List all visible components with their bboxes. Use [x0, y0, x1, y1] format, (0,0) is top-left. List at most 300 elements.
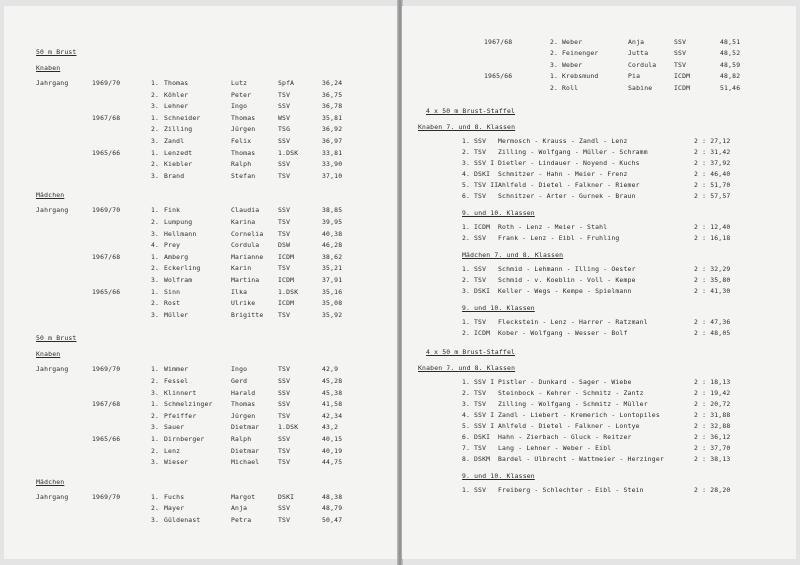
result-rank: 3. — [151, 229, 160, 238]
result-firstname: Dietmar — [231, 423, 260, 432]
result-firstname: Anja — [628, 38, 645, 46]
relay-team: TSV II — [474, 181, 499, 189]
relay-time: 2 : 36,12 — [694, 433, 731, 441]
result-name: Güldenast — [164, 516, 201, 524]
result-firstname: Jürgen — [231, 125, 256, 134]
result-name: Schneider — [164, 113, 201, 122]
result-name: Kiebler — [164, 160, 193, 169]
result-firstname: Jürgen — [231, 411, 256, 420]
relay-rank: 1. — [462, 378, 471, 386]
result-year: 1967/68 — [484, 38, 513, 46]
result-firstname: Martina — [231, 276, 260, 284]
result-club: SSV — [278, 102, 291, 111]
relay-members: Bardel - Ulbrecht - Wattmeier - Herzinger — [498, 455, 664, 463]
result-name: Brand — [164, 171, 185, 180]
result-firstname: Gerd — [231, 377, 248, 385]
relay-team: ICDM — [474, 223, 491, 231]
result-rank: 2. — [151, 90, 160, 99]
relay-members: Pistler - Dunkard - Sager - Wiebe — [498, 378, 632, 386]
result-rank: 3. — [151, 423, 160, 432]
relay-team: DSKI — [474, 433, 491, 441]
relay-team: DSKI — [474, 170, 491, 178]
result-rank: 1. — [151, 113, 160, 122]
result-rank: 2. — [151, 504, 160, 513]
result-time: 36,78 — [322, 102, 343, 111]
relay-rank: 2. — [462, 234, 471, 242]
result-club: ICDM — [674, 83, 691, 92]
result-time: 35,92 — [322, 310, 343, 319]
result-rank: 2. — [151, 218, 160, 226]
relay-team: SSV — [474, 234, 487, 242]
result-time: 33,90 — [322, 160, 343, 169]
result-name: Krebsmund — [562, 72, 599, 81]
result-firstname: Cornelia — [231, 229, 264, 238]
result-club: 1.DSK — [278, 423, 299, 432]
result-time: 45,28 — [322, 377, 343, 385]
result-time: 36,24 — [322, 79, 343, 87]
result-firstname: Cordula — [231, 241, 260, 250]
result-club: TSV — [278, 446, 291, 455]
result-year: 1969/70 — [92, 492, 121, 501]
result-name: Amberg — [164, 252, 189, 261]
relay-team: DSKI — [474, 287, 491, 295]
relay-time: 2 : 31,88 — [694, 411, 731, 419]
result-club: WSV — [278, 113, 291, 122]
result-club: DSKI — [278, 492, 295, 501]
result-firstname: Ingo — [231, 102, 248, 111]
result-rank: 3. — [151, 458, 160, 467]
result-name: Lenz — [164, 446, 181, 455]
result-club: TSV — [278, 171, 291, 180]
result-rank: 2. — [151, 125, 160, 134]
result-year: 1967/68 — [92, 252, 121, 261]
result-time: 40,19 — [322, 446, 343, 455]
result-firstname: Peter — [231, 90, 252, 99]
relay-rank: 6. — [462, 433, 471, 441]
relay-group-label: Knaben 7. und 8. Klassen — [418, 123, 516, 131]
relay-title: 4 x 50 m Brust-Staffel — [426, 107, 516, 115]
result-year: 1965/66 — [92, 435, 121, 443]
relay-members: Schmid - Lehmann - Illing - Oester — [498, 265, 636, 273]
result-firstname: Karin — [231, 264, 252, 273]
result-firstname: Ilka — [231, 287, 248, 296]
result-time: 38,85 — [322, 206, 343, 215]
result-firstname: Michael — [231, 458, 260, 467]
result-time: 43,2 — [322, 423, 339, 432]
relay-time: 2 : 12,40 — [694, 223, 731, 231]
relay-rank: 4. — [462, 170, 471, 178]
relay-rank: 5. — [462, 181, 471, 189]
result-time: 45,38 — [322, 388, 343, 397]
result-name: Lehner — [164, 102, 189, 111]
left-page — [4, 6, 399, 559]
result-name: Pfeiffer — [164, 411, 197, 420]
result-name: Weber — [562, 38, 583, 46]
result-rank: 1. — [151, 400, 160, 409]
result-name: Wimmer — [164, 365, 189, 374]
relay-time: 2 : 37,92 — [694, 159, 731, 167]
result-club: TSV — [278, 310, 291, 319]
result-rank: 2. — [151, 160, 160, 169]
result-time: 50,47 — [322, 516, 343, 524]
relay-team: TSV — [474, 192, 487, 200]
section-title: 50 m Brust — [36, 48, 77, 56]
result-club: TSV — [278, 90, 291, 99]
group-label: Mädchen — [36, 477, 65, 486]
relay-members: Keller - Wegs - Kempe - Spielmann — [498, 287, 632, 295]
result-year: 1965/66 — [92, 148, 121, 157]
relay-rank: 5. — [462, 422, 471, 430]
relay-rank: 2. — [462, 389, 471, 397]
relay-time: 2 : 32,29 — [694, 265, 731, 273]
result-rank: 3. — [151, 516, 160, 524]
result-name: Schmelzinger — [164, 400, 213, 409]
relay-members: Freiberg - Schlechter - Eibl - Stein — [498, 486, 644, 494]
result-rank: 1. — [151, 148, 160, 157]
relay-members: Ahlfeld - Dietel - Falkner - Lontye — [498, 422, 640, 430]
result-rank: 2. — [151, 411, 160, 420]
relay-time: 2 : 47,36 — [694, 318, 731, 326]
result-name: Fink — [164, 206, 181, 215]
result-time: 51,46 — [720, 83, 741, 92]
relay-rank: 4. — [462, 411, 471, 419]
result-club: TSV — [278, 365, 291, 374]
relay-members: Schmid - v. Koeblin - Voll - Kempe — [498, 276, 636, 284]
relay-members: Lang - Lehner - Weber - Eibl — [498, 444, 612, 452]
result-rank: 3. — [151, 171, 160, 180]
result-time: 46,28 — [322, 241, 343, 250]
result-rank: 1. — [151, 435, 160, 443]
result-firstname: Lutz — [231, 79, 248, 87]
result-club: SSV — [278, 388, 291, 397]
result-rank: 3. — [151, 137, 160, 145]
result-time: 41,58 — [322, 400, 343, 409]
result-time: 48,79 — [322, 504, 343, 513]
group-label: Mädchen — [36, 191, 65, 200]
relay-team: SSV — [474, 265, 487, 273]
result-club: ICDM — [674, 72, 691, 81]
relay-members: Mermosch - Krauss - Zandl - Lenz — [498, 137, 628, 145]
result-time: 35,16 — [322, 287, 343, 296]
result-firstname: Stefan — [231, 171, 256, 180]
result-rank: 1. — [151, 365, 160, 374]
result-time: 35,81 — [322, 113, 343, 122]
relay-team: SSV I — [474, 422, 495, 430]
relay-rank: 1. — [462, 137, 471, 145]
result-firstname: Pia — [628, 72, 641, 81]
result-rank: 2. — [151, 377, 160, 385]
relay-group-label: Knaben 7. und 8. Klassen — [418, 364, 516, 372]
result-club: SSV — [278, 137, 291, 145]
result-rank: 2. — [550, 83, 559, 92]
relay-team: TSV — [474, 318, 487, 326]
result-firstname: Brigitte — [231, 310, 264, 319]
result-club: ICDM — [278, 299, 295, 308]
result-club: 1.DSK — [278, 287, 299, 296]
relay-group-label: Mädchen 7. und 8. Klassen — [462, 251, 564, 259]
result-rank: 3. — [151, 102, 160, 111]
relay-group-label: 9. und 10. Klassen — [462, 472, 535, 480]
result-rank: 2. — [151, 299, 160, 308]
result-club: TSV — [278, 411, 291, 420]
relay-members: Steinbock - Kehrer - Schmitz - Zantz — [498, 389, 644, 397]
relay-time: 2 : 51,70 — [694, 181, 731, 189]
result-time: 36,97 — [322, 137, 343, 145]
result-firstname: Marianne — [231, 252, 264, 261]
result-name: Sauer — [164, 423, 185, 432]
result-rank: 4. — [151, 241, 160, 250]
result-rank: 3. — [151, 310, 160, 319]
relay-members: Zilling - Wolfgang - Schmitz - Müller — [498, 400, 648, 408]
relay-time: 2 : 28,20 — [694, 486, 731, 494]
result-rank: 2. — [151, 264, 160, 273]
result-name: Weber — [562, 60, 583, 69]
result-year: 1967/68 — [92, 400, 121, 409]
result-club: ICDM — [278, 276, 295, 284]
relay-time: 2 : 37,70 — [694, 444, 731, 452]
relay-time: 2 : 38,13 — [694, 455, 731, 463]
result-firstname: Ulrike — [231, 299, 256, 308]
relay-rank: 1. — [462, 265, 471, 273]
relay-time: 2 : 27,12 — [694, 137, 731, 145]
result-year: 1965/66 — [92, 287, 121, 296]
result-rank: 1. — [151, 79, 160, 87]
result-time: 44,75 — [322, 458, 343, 467]
result-club: SSV — [278, 160, 291, 169]
relay-time: 2 : 35,80 — [694, 276, 731, 284]
result-name: Mayer — [164, 504, 185, 513]
result-firstname: Felix — [231, 137, 252, 145]
result-rank: 1. — [151, 252, 160, 261]
relay-rank: 3. — [462, 287, 471, 295]
group-label: Knaben — [36, 350, 61, 359]
result-name: Lumpung — [164, 218, 193, 226]
result-club: TSV — [278, 516, 291, 524]
relay-members: Ahlfeld - Dietel - Falkner - Riemer — [498, 181, 640, 189]
result-name: Zandl — [164, 137, 185, 145]
relay-team: DSKM — [474, 455, 491, 463]
result-firstname: Margot — [231, 492, 256, 501]
result-club: SSV — [278, 206, 291, 215]
relay-time: 2 : 18,13 — [694, 378, 731, 386]
result-time: 35,08 — [322, 299, 343, 308]
relay-members: Zilling - Wolfgang - Müller - Schramm — [498, 148, 648, 156]
result-category: Jahrgang — [36, 206, 69, 215]
result-time: 42,9 — [322, 365, 339, 374]
result-club: SSV — [278, 377, 291, 385]
result-time: 37,91 — [322, 276, 343, 284]
relay-members: Dietler - Lindauer - Noyend - Kuchs — [498, 159, 640, 167]
result-name: Sinn — [164, 287, 181, 296]
result-name: Prey — [164, 241, 181, 250]
relay-team: SSV — [474, 137, 487, 145]
relay-rank: 6. — [462, 192, 471, 200]
relay-time: 2 : 16,18 — [694, 234, 731, 242]
result-time: 33,81 — [322, 148, 343, 157]
relay-team: TSV — [474, 276, 487, 284]
result-name: Feinenger — [562, 49, 599, 58]
relay-team: SSV — [474, 486, 487, 494]
relay-time: 2 : 46,40 — [694, 170, 731, 178]
result-time: 48,38 — [322, 492, 343, 501]
result-name: Köhler — [164, 90, 189, 99]
relay-time: 2 : 48,05 — [694, 329, 731, 337]
result-firstname: Ingo — [231, 365, 248, 374]
result-time: 35,21 — [322, 264, 343, 273]
result-firstname: Karina — [231, 218, 256, 226]
result-name: Wieser — [164, 458, 189, 467]
result-rank: 1. — [550, 72, 559, 81]
right-page — [402, 6, 796, 559]
relay-members: Kober - Wolfgang - Wesser - Bolf — [498, 329, 628, 337]
relay-time: 2 : 20,72 — [694, 400, 731, 408]
result-category: Jahrgang — [36, 492, 69, 501]
result-club: DSW — [278, 241, 291, 250]
result-time: 42,34 — [322, 411, 343, 420]
result-year: 1967/68 — [92, 113, 121, 122]
result-club: SpfA — [278, 79, 295, 87]
relay-time: 2 : 41,30 — [694, 287, 731, 295]
result-time: 48,59 — [720, 60, 741, 69]
result-firstname: Claudia — [231, 206, 260, 215]
result-time: 40,38 — [322, 229, 343, 238]
relay-members: Hahn - Zierbach - Gluck - Reitzer — [498, 433, 632, 441]
result-club: TSV — [278, 264, 291, 273]
result-time: 38,62 — [322, 252, 343, 261]
relay-rank: 1. — [462, 223, 471, 231]
result-year: 1969/70 — [92, 79, 121, 87]
result-name: Lenzedt — [164, 148, 193, 157]
result-year: 1969/70 — [92, 365, 121, 374]
result-club: SSV — [674, 38, 687, 46]
result-firstname: Thomas — [231, 113, 256, 122]
result-firstname: Cordula — [628, 60, 657, 69]
result-club: TSV — [278, 458, 291, 467]
result-time: 37,10 — [322, 171, 343, 180]
relay-time: 2 : 19,42 — [694, 389, 731, 397]
relay-team: TSV — [474, 400, 487, 408]
result-name: Thomas — [164, 79, 189, 87]
result-firstname: Sabine — [628, 83, 653, 92]
relay-team: TSV — [474, 444, 487, 452]
result-club: TSV — [278, 229, 291, 238]
result-name: Roll — [562, 83, 579, 92]
result-category: Jahrgang — [36, 365, 69, 374]
relay-time: 2 : 32,88 — [694, 422, 731, 430]
result-rank: 3. — [151, 276, 160, 284]
result-name: Dirnberger — [164, 435, 205, 443]
result-club: TSV — [278, 218, 291, 226]
result-rank: 2. — [550, 49, 559, 58]
result-name: Fuchs — [164, 492, 185, 501]
group-label: Knaben — [36, 64, 61, 72]
result-firstname: Anja — [231, 504, 248, 513]
result-name: Rost — [164, 299, 181, 308]
relay-members: Fleckstein - Lenz - Harrer - Ratzmanl — [498, 318, 648, 326]
result-time: 36,92 — [322, 125, 343, 134]
relay-rank: 1. — [462, 318, 471, 326]
result-firstname: Thomas — [231, 148, 256, 157]
relay-members: Schmitzer - Hahn - Meier - Frenz — [498, 170, 628, 178]
relay-team: TSV — [474, 148, 487, 156]
result-name: Hellmann — [164, 229, 197, 238]
relay-rank: 2. — [462, 276, 471, 284]
relay-rank: 7. — [462, 444, 471, 452]
relay-title: 4 x 50 m Brust-Staffel — [426, 348, 516, 356]
result-rank: 3. — [151, 388, 160, 397]
result-name: Müller — [164, 310, 189, 319]
result-name: Klinnert — [164, 388, 197, 397]
result-rank: 1. — [151, 287, 160, 296]
result-firstname: Harald — [231, 388, 256, 397]
result-firstname: Ralph — [231, 435, 252, 443]
relay-time: 2 : 31,42 — [694, 148, 731, 156]
result-rank: 2. — [151, 446, 160, 455]
relay-team: TSV — [474, 389, 487, 397]
result-time: 36,75 — [322, 90, 343, 99]
result-name: Eckerling — [164, 264, 201, 273]
result-year: 1965/66 — [484, 72, 513, 81]
relay-team: SSV I — [474, 411, 495, 419]
result-time: 48,51 — [720, 38, 741, 46]
result-time: 40,15 — [322, 435, 343, 443]
result-club: SSV — [674, 49, 687, 58]
relay-rank: 2. — [462, 329, 471, 337]
result-firstname: Thomas — [231, 400, 256, 409]
result-firstname: Petra — [231, 516, 252, 524]
relay-team: SSV I — [474, 159, 495, 167]
relay-rank: 8. — [462, 455, 471, 463]
result-time: 48,82 — [720, 72, 741, 81]
relay-members: Frank - Lenz - Eibl - Fruhling — [498, 234, 620, 242]
relay-members: Schnitzer - Arter - Gurnek - Braun — [498, 192, 636, 200]
result-name: Fessel — [164, 377, 189, 385]
relay-time: 2 : 57,57 — [694, 192, 731, 200]
section-title: 50 m Brust — [36, 334, 77, 343]
relay-members: Roth - Lenz - Meier - Stahl — [498, 223, 608, 231]
result-club: SSV — [278, 504, 291, 513]
result-year: 1969/70 — [92, 206, 121, 215]
relay-group-label: 9. und 10. Klassen — [462, 304, 535, 312]
result-category: Jahrgang — [36, 79, 69, 87]
result-time: 39,95 — [322, 218, 343, 226]
relay-group-label: 9. und 10. Klassen — [462, 209, 535, 217]
relay-team: ICDM — [474, 329, 491, 337]
result-club: TSG — [278, 125, 291, 134]
result-time: 48,52 — [720, 49, 741, 58]
relay-team: SSV I — [474, 378, 495, 386]
result-rank: 2. — [550, 38, 559, 46]
result-club: TSV — [674, 60, 687, 69]
result-name: Zilling — [164, 125, 193, 134]
result-rank: 1. — [151, 206, 160, 215]
result-club: 1.DSK — [278, 148, 299, 157]
result-name: Wolfram — [164, 276, 193, 284]
result-rank: 1. — [151, 492, 160, 501]
result-firstname: Jutta — [628, 49, 649, 58]
relay-rank: 3. — [462, 400, 471, 408]
relay-rank: 2. — [462, 148, 471, 156]
relay-rank: 1. — [462, 486, 471, 494]
result-club: SSV — [278, 435, 291, 443]
result-rank: 3. — [550, 60, 559, 69]
result-firstname: Dietmar — [231, 446, 260, 455]
relay-rank: 3. — [462, 159, 471, 167]
result-club: SSV — [278, 400, 291, 409]
result-firstname: Ralph — [231, 160, 252, 169]
result-club: ICDM — [278, 252, 295, 261]
relay-members: Zandl - Liebert - Kremerich - Lontopiles — [498, 411, 660, 419]
